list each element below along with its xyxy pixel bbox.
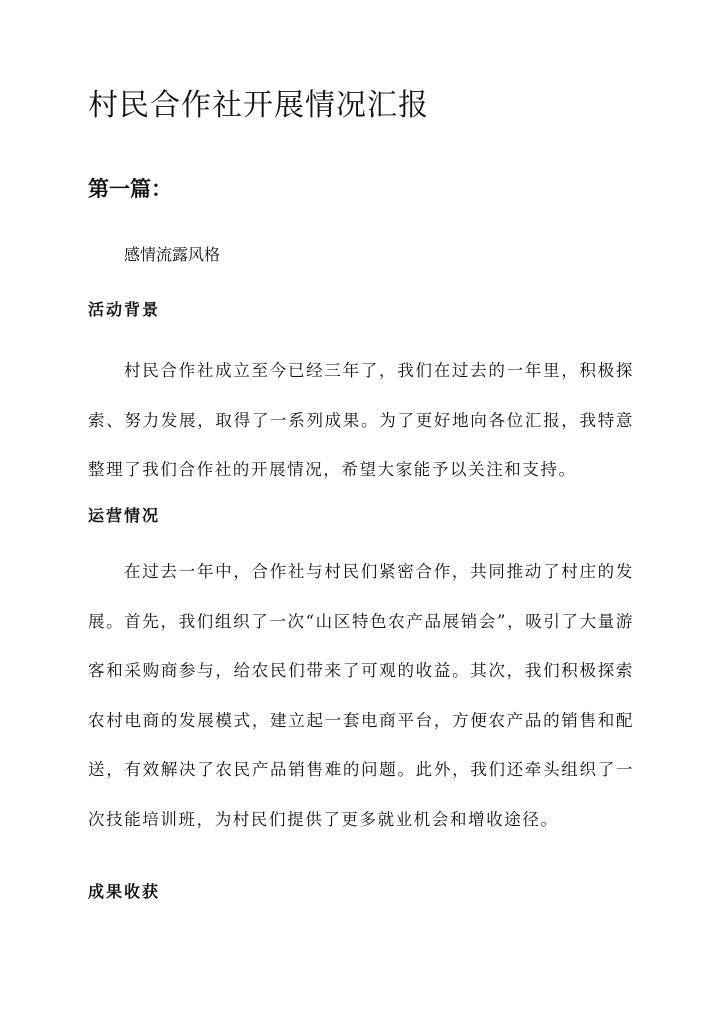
document-title: 村民合作社开展情况汇报 [88,88,429,123]
section-paragraph-background: 村民合作社成立至今已经三年了，我们在过去的一年里，积极探索、努力发展，取得了一系列成果。为了更好地向各位汇报，我特意整理了我们合作社的开展情况，希望大家能予以关注和支持。 [88,361,634,479]
chapter-heading: 第一篇： [88,176,172,201]
section-heading-background: 活动背景 [88,300,161,319]
section-heading-operations: 运营情况 [88,506,161,525]
section-paragraph-operations: 在过去一年中，合作社与村民们紧密合作，共同推动了村庄的发展。首先，我们组织了一次“山区特色农产品展销会”，吸引了大量游客和采购商参与，给农民们带来了可观的收益。其次，我们积极探索农村电商的发展模式，建立起一套电商平台，方便农产品的销售和配送，有效解决了农民产品销售难的问题。此外，我们还牵头组织了一次技能培训班，为村民们提供了更多就业机会和增收途径。 [88,562,634,829]
style-subtitle: 感情流露风格 [124,245,221,264]
section-heading-results: 成果收获 [88,882,161,901]
